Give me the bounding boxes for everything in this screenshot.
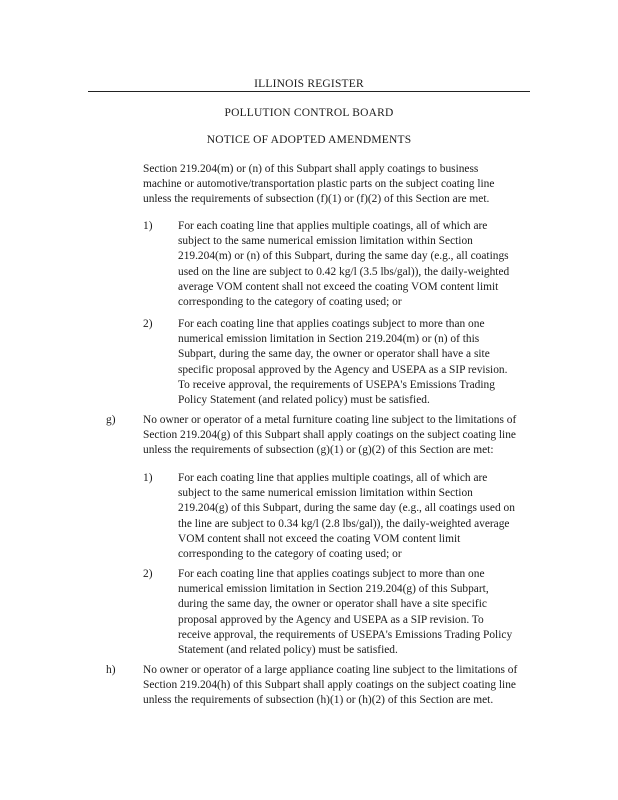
text-line: 219.204(m) or (n) of this Subpart, during the same day (e.g., all coatings — [178, 250, 509, 263]
text-line: For each coating line that applies multiple coatings, all of which are — [178, 220, 488, 232]
text-line: Section 219.204(m) or (n) of this Subpart shall apply coatings to business — [143, 163, 479, 175]
text-line: subject to the same numerical emission limitation within Section — [178, 235, 473, 248]
text-line: For each coating line that applies multiple coatings, all of which are — [178, 472, 488, 484]
header-rule — [88, 91, 530, 92]
subsection-g1-text — [178, 471, 515, 562]
subsection-g-label: g) — [106, 414, 116, 426]
subsection-g2-text — [178, 567, 512, 658]
text-line: corresponding to the category of coating used; or — [178, 548, 402, 561]
text-line: machine or automotive/transportation plastic parts on the subject coating line — [143, 178, 495, 191]
intro-paragraph — [143, 162, 494, 208]
text-line: receive approval, the requirements of USEPA's Emissions Trading Policy — [178, 628, 513, 641]
text-line: For each coating line that applies coatings subject to more than one — [178, 568, 485, 580]
subsection-f1-label: 1) — [143, 220, 153, 232]
text-line: No owner or operator of a large appliance coating line subject to the limitations of — [143, 664, 518, 676]
text-line: For each coating line that applies coatings subject to more than one — [178, 318, 485, 330]
text-line: unless the requirements of subsection (g)(1) or (g)(2) of this Section are met: — [143, 444, 494, 457]
text-line: the line are subject to 0.34 kg/l (2.8 lbs/gal)), the daily-weighted average — [178, 517, 510, 530]
subsection-h-label: h) — [106, 664, 116, 676]
text-line: Subpart, during the same day, the owner or operator shall have a site — [178, 348, 490, 361]
subsection-f2-label: 2) — [143, 318, 153, 330]
text-line: numerical emission limitation in Section 219.204(m) or (n) of this — [178, 333, 480, 346]
subsection-g2-label: 2) — [143, 568, 153, 580]
subsection-f2-text — [178, 317, 507, 408]
text-line: To receive approval, the requirements of USEPA's Emissions Trading — [178, 378, 495, 391]
text-line: Section 219.204(g) of this Subpart shall apply coatings on the subject coating line — [143, 429, 516, 442]
text-line: numerical emission limitation in Section 219.204(g) of this Subpart, — [178, 583, 489, 596]
text-line: VOM content shall not exceed the coating VOM content limit — [178, 532, 461, 545]
text-line: specific proposal approved by the Agency and USEPA as a SIP revision. — [178, 363, 508, 376]
board-title: POLLUTION CONTROL BOARD — [224, 107, 394, 119]
text-line: during the same day, the owner or operator shall have a site specific — [178, 598, 487, 611]
subsection-f1-text — [178, 219, 509, 310]
notice-title: NOTICE OF ADOPTED AMENDMENTS — [206, 134, 412, 146]
text-line: Statement (and related policy) must be satisfied. — [178, 644, 398, 657]
text-line: used on the line are subject to 0.42 kg/l (3.5 lbs/gal)), the daily-weighted — [178, 265, 510, 278]
register-title: ILLINOIS REGISTER — [254, 78, 364, 90]
subsection-g-text — [143, 413, 516, 459]
text-line: Policy Statement (and related policy) must be satisfied. — [178, 394, 430, 407]
text-line: unless the requirements of subsection (h)(1) or (h)(2) of this Section are met. — [143, 694, 494, 707]
subsection-h-text — [143, 663, 517, 709]
text-line: proposal approved by the Agency and USEPA as a SIP revision. To — [178, 613, 484, 626]
text-line: 219.204(g) of this Subpart, during the same day (e.g., all coatings used on — [178, 502, 515, 515]
text-line: Section 219.204(h) of this Subpart shall apply coatings on the subject coating line — [143, 679, 516, 692]
subsection-g1-label: 1) — [143, 472, 153, 484]
text-line: average VOM content shall not exceed the coating VOM content limit — [178, 280, 499, 293]
text-line: unless the requirements of subsection (f)(1) or (f)(2) of this Section are met. — [143, 193, 490, 206]
text-line: No owner or operator of a metal furniture coating line subject to the limitations of — [143, 414, 517, 426]
text-line: subject to the same numerical emission limitation within Section — [178, 487, 473, 500]
text-line: corresponding to the category of coating used; or — [178, 296, 402, 309]
